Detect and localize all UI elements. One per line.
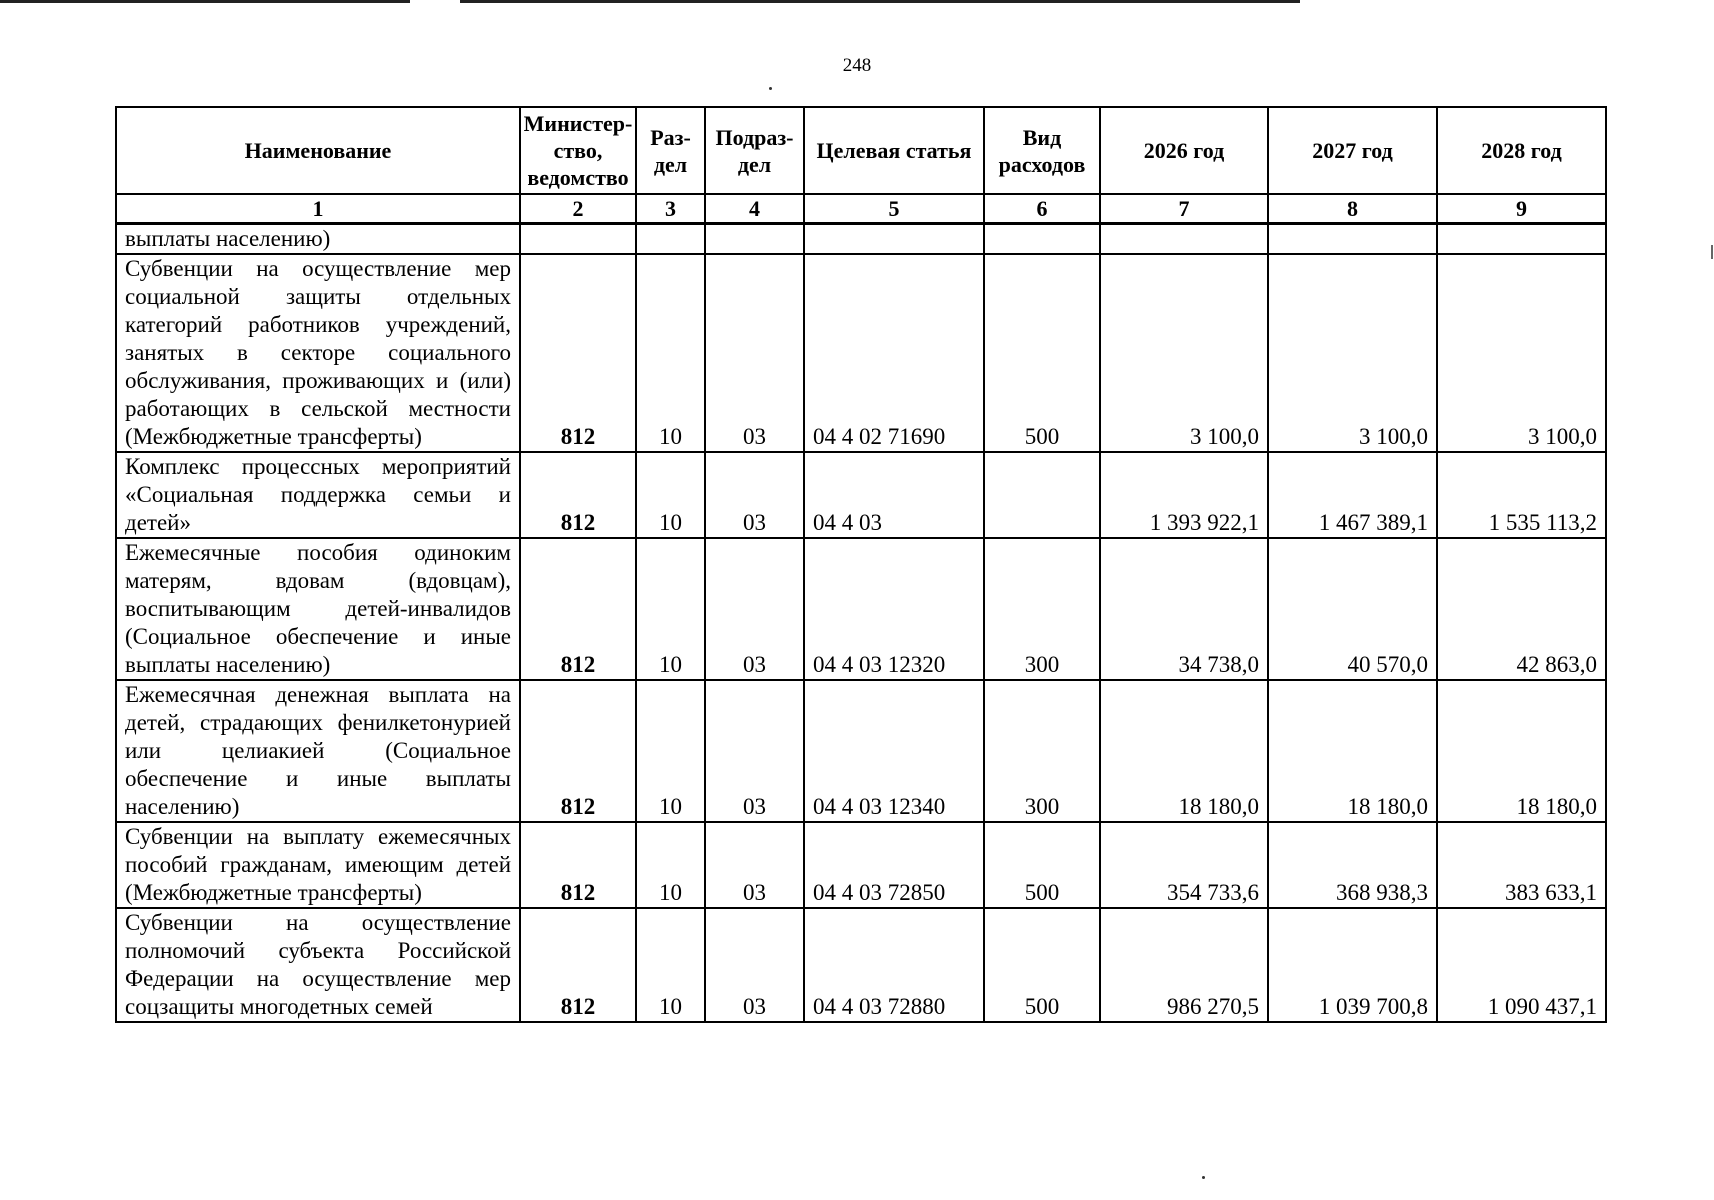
row-2028: 383 633,1 [1437,822,1606,908]
row-section: 10 [636,680,705,822]
column-number: 9 [1437,194,1606,224]
row-2028 [1437,224,1606,255]
row-2027: 1 467 389,1 [1268,452,1437,538]
row-ministry: 812 [520,452,636,538]
row-2027: 1 039 700,8 [1268,908,1437,1022]
row-subsection: 03 [705,254,804,452]
header-row [116,107,1606,194]
row-name: Ежемесячные пособия одиноким матерям, вдовам (вдовцам), воспитывающим детей-инвалидов (Социальное обеспечение и иные выплаты населению) [116,538,520,680]
column-number: 3 [636,194,705,224]
row-2026: 354 733,6 [1100,822,1268,908]
row-name: Субвенции на осуществление полномочий субъекта Российской Федерации на осуществление мер соцзащиты многодетных семей [116,908,520,1022]
row-2027 [1268,224,1437,255]
header-section: Раз-дел [636,107,705,194]
column-number: 5 [804,194,984,224]
row-subsection: 03 [705,822,804,908]
table-row [116,254,1606,452]
row-section: 10 [636,538,705,680]
row-2026: 1 393 922,1 [1100,452,1268,538]
row-ministry: 812 [520,822,636,908]
row-2026 [1100,224,1268,255]
row-section: 10 [636,822,705,908]
scan-edge-line [0,0,410,3]
row-ministry: 812 [520,908,636,1022]
row-subsection [705,224,804,255]
header-expense-type: Вид расходов [984,107,1100,194]
header-ministry: Министер-ство, ведомство [520,107,636,194]
row-subsection: 03 [705,908,804,1022]
row-expense-type: 500 [984,822,1100,908]
row-expense-type: 500 [984,254,1100,452]
header-subsection: Подраз-дел [705,107,804,194]
row-name: Комплекс процессных мероприятий «Социальная поддержка семьи и детей» [116,452,520,538]
row-section: 10 [636,908,705,1022]
row-target-article: 04 4 03 72880 [804,908,984,1022]
row-target-article: 04 4 03 12320 [804,538,984,680]
row-2028: 42 863,0 [1437,538,1606,680]
row-2027: 368 938,3 [1268,822,1437,908]
row-ministry: 812 [520,538,636,680]
scan-speck [769,87,772,90]
scan-edge-mark [1711,245,1713,259]
row-name: Субвенции на выплату ежемесячных пособий гражданам, имеющим детей (Межбюджетные трансферты) [116,822,520,908]
row-2028: 18 180,0 [1437,680,1606,822]
row-expense-type: 300 [984,538,1100,680]
table-row [116,908,1606,1022]
row-expense-type: 300 [984,680,1100,822]
row-subsection: 03 [705,680,804,822]
budget-table [115,106,1607,1023]
row-2027: 40 570,0 [1268,538,1437,680]
header-2026: 2026 год [1100,107,1268,194]
table-row [116,680,1606,822]
row-ministry: 812 [520,680,636,822]
row-2028: 3 100,0 [1437,254,1606,452]
table-row [116,224,1606,255]
row-2026: 18 180,0 [1100,680,1268,822]
row-subsection: 03 [705,538,804,680]
table-row [116,822,1606,908]
row-2027: 18 180,0 [1268,680,1437,822]
header-name: Наименование [116,107,520,194]
scan-edge-line [460,0,1300,3]
row-name: Субвенции на осуществление мер социальной защиты отдельных категорий работников учреждений, занятых в секторе социального обслуживания, проживающих и (или) работающих в сельской местности (Межбюджетные трансферты) [116,254,520,452]
row-subsection: 03 [705,452,804,538]
column-number: 1 [116,194,520,224]
row-name: Ежемесячная денежная выплата на детей, страдающих фенилкетонурией или целиакией (Социальное обеспечение и иные выплаты населению) [116,680,520,822]
row-2026: 34 738,0 [1100,538,1268,680]
row-section [636,224,705,255]
column-number-row [116,194,1606,224]
row-expense-type: 500 [984,908,1100,1022]
row-2027: 3 100,0 [1268,254,1437,452]
table-row [116,452,1606,538]
header-2028: 2028 год [1437,107,1606,194]
row-name: выплаты населению) [116,224,520,255]
header-target-article: Целевая статья [804,107,984,194]
column-number: 7 [1100,194,1268,224]
column-number: 4 [705,194,804,224]
row-target-article: 04 4 02 71690 [804,254,984,452]
row-section: 10 [636,254,705,452]
row-target-article: 04 4 03 72850 [804,822,984,908]
row-expense-type [984,452,1100,538]
column-number: 6 [984,194,1100,224]
row-2026: 3 100,0 [1100,254,1268,452]
column-number: 2 [520,194,636,224]
column-number: 8 [1268,194,1437,224]
row-target-article: 04 4 03 12340 [804,680,984,822]
header-2027: 2027 год [1268,107,1437,194]
row-2028: 1 090 437,1 [1437,908,1606,1022]
row-ministry [520,224,636,255]
row-expense-type [984,224,1100,255]
table-row [116,538,1606,680]
row-section: 10 [636,452,705,538]
scan-speck [1202,1176,1205,1179]
row-2026: 986 270,5 [1100,908,1268,1022]
row-target-article [804,224,984,255]
row-2028: 1 535 113,2 [1437,452,1606,538]
row-ministry: 812 [520,254,636,452]
page-number: 248 [842,55,872,76]
row-target-article: 04 4 03 [804,452,984,538]
